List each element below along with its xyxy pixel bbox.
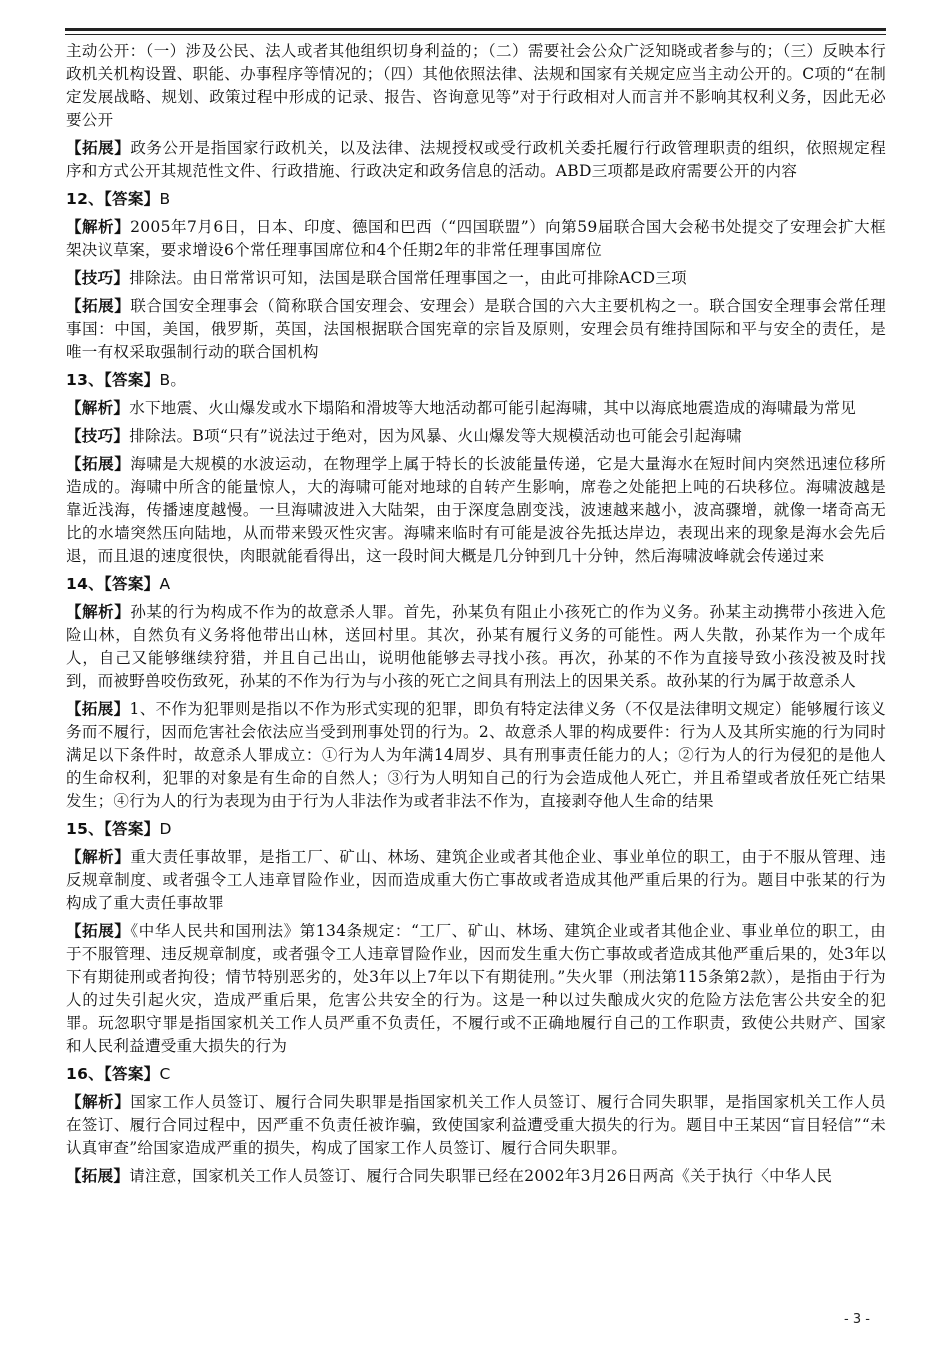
paragraph-text: 重大责任事故罪，是指工厂、矿山、林场、建筑企业或者其他企业、事业单位的职工，由于不服从管理、违反规章制度、或者强令工人违章冒险作业，因而造成重大伤亡事故或者造成其他严重后果的行为。题目中张某的行为构成了重大责任事故罪 (66, 848, 886, 912)
document-body (66, 40, 886, 1192)
section-label: 【答案】 (103, 819, 160, 838)
section-label: 【解析】 (66, 1092, 131, 1111)
q12-analysis (66, 215, 886, 262)
paragraph-text: 孙某的行为构成不作为的故意杀人罪。首先，孙某负有阻止小孩死亡的作为义务。孙某主动携带小孩进入危险山林，自然负有义务将他带出山林，送回村里。其次，孙某有履行义务的可能性。两人失散，孙某作为一个成年人，自己又能够继续狩猎，并且自己出山，说明他能够去寻找小孩。再次，孙某的不作为直接导致小孩没被及时找到，而被野兽咬伤致死，孙某的不作为行为与小孩的死亡之间具有刑法上的因果关系。故孙某的行为属于故意杀人 (66, 603, 886, 690)
q16-extension (66, 1164, 886, 1188)
section-label: 【解析】 (66, 602, 131, 621)
answer-value: A (159, 575, 171, 593)
paragraph-text: 联合国安全理事会（简称联合国安理会、安理会）是联合国的六大主要机构之一。联合国安全理事会常任理事国：中国，美国，俄罗斯，英国，法国根据联合国宪章的宗旨及原则，安理会员有维持国际和平与安全的责任，是唯一有权采取强制行动的联合国机构 (66, 297, 886, 361)
answer-value: B。 (159, 371, 187, 389)
section-label: 【拓展】 (66, 454, 131, 473)
section-label: 【答案】 (103, 189, 160, 208)
question-number: 12、 (66, 190, 104, 208)
q13-extension (66, 452, 886, 568)
q13-answer (66, 368, 886, 392)
section-label: 【拓展】 (66, 138, 131, 157)
question-number: 14、 (66, 575, 104, 593)
q11-extension (66, 136, 886, 183)
answer-value: D (159, 820, 172, 838)
q12-extension (66, 294, 886, 364)
paragraph-text: 海啸是大规模的水波运动，在物理学上属于特长的长波能量传递，它是大量海水在短时间内突然迅速位移所造成的。海啸中所含的能量惊人，大的海啸可能对地球的自转产生影响，席卷之处能把上吨的石块移位。海啸波越是靠近浅海，传播速度越慢。一旦海啸波进入大陆架，由于深度急剧变浅，波速越来越小，波高骤增，就像一堵奇高无比的水墙突然压向陆地，从而带来毁灭性灾害。海啸来临时有可能是波谷先抵达岸边，表现出来的现象是海水会先后退，而且退的速度很快，肉眼就能看得出，这一段时间大概是几分钟到几十分钟，然后海啸波峰就会传递过来 (66, 455, 886, 565)
section-label: 【拓展】 (66, 296, 131, 315)
section-label: 【技巧】 (66, 426, 130, 445)
section-label: 【拓展】 (66, 1166, 130, 1185)
page-number: - 3 - (844, 1312, 870, 1327)
paragraph-text: 2005年7月6日，日本、印度、德国和巴西（“四国联盟”）向第59届联合国大会秘书处提交了安理会扩大框架决议草案，要求增设6个常任理事国席位和4个任期2年的非常任理事国席位 (66, 218, 887, 259)
q15-extension (66, 919, 886, 1058)
question-number: 15、 (66, 820, 104, 838)
paragraph-text: 国家工作人员签订、履行合同失职罪是指国家机关工作人员签订、履行合同失职罪，是指国家机关工作人员在签订、履行合同过程中，因严重不负责任被诈骗，致使国家利益遭受重大损失的行为。题目中王某因“盲目轻信”“未认真审查”给国家造成严重的损失，构成了国家工作人员签订、履行合同失职罪。 (66, 1093, 886, 1157)
paragraph-text: 水下地震、火山爆发或水下塌陷和滑坡等大地活动都可能引起海啸，其中以海底地震造成的海啸最为常见 (129, 399, 857, 417)
q14-extension (66, 697, 886, 813)
q16-analysis (66, 1090, 886, 1160)
q13-tip (66, 424, 886, 448)
section-label: 【解析】 (66, 398, 130, 417)
q15-analysis (66, 845, 886, 915)
section-label: 【解析】 (66, 847, 131, 866)
section-label: 【技巧】 (66, 268, 130, 287)
q11-analysis-continued (66, 40, 886, 132)
section-label: 【拓展】 (66, 699, 130, 718)
q14-analysis (66, 600, 886, 693)
q13-analysis (66, 396, 886, 420)
question-number: 13、 (66, 371, 104, 389)
paragraph-text: 1、不作为犯罪则是指以不作为形式实现的犯罪，即负有特定法律义务（不仅是法律明文规定）能够履行该义务而不履行，因而危害社会依法应当受到刑事处罚的行为。2、故意杀人罪的构成要件：行为人及其所实施的行为同时满足以下条件时，故意杀人罪成立：①行为人为年满14周岁、具有刑事责任能力的人；②行为人的行为侵犯的是他人的生命权利，犯罪的对象是有生命的自然人；③行为人明知自己的行为会造成他人死亡，并且希望或者放任死亡结果发生；④行为人的行为表现为由于行为人非法作为或者非法不作为，直接剥夺他人生命的结果 (66, 700, 887, 810)
q15-answer (66, 817, 886, 841)
q12-answer (66, 187, 886, 211)
header-rule-thick (65, 28, 886, 31)
q14-answer (66, 572, 886, 596)
section-label: 【答案】 (103, 370, 160, 389)
q16-answer (66, 1062, 886, 1086)
question-number: 16、 (66, 1065, 104, 1083)
paragraph-text: 主动公开：（一）涉及公民、法人或者其他组织切身利益的；（二）需要社会公众广泛知晓或者参与的；（三）反映本行政机关机构设置、职能、办事程序等情况的；（四）其他依照法律、法规和国家有关规定应当主动公开的。C项的“在制定发展战略、规划、政策过程中形成的记录、报告、咨询意见等”对于行政相对人而言并不影响其权利义务，因此无必要公开 (66, 42, 886, 129)
section-label: 【解析】 (66, 217, 131, 236)
answer-value: C (159, 1065, 171, 1083)
section-label: 【拓展】 (66, 921, 131, 940)
paragraph-text: 排除法。由日常常识可知，法国是联合国常任理事国之一，由此可排除ACD三项 (129, 269, 687, 287)
section-label: 【答案】 (103, 1064, 160, 1083)
paragraph-text: 请注意，国家机关工作人员签订、履行合同失职罪已经在2002年3月26日两高《关于执行〈中华人民 (129, 1167, 833, 1185)
header-rule-thin (65, 34, 886, 35)
section-label: 【答案】 (103, 574, 160, 593)
paragraph-text: 政务公开是指国家行政机关，以及法律、法规授权或受行政机关委托履行行政管理职责的组织，依照规定程序和方式公开其规范性文件、行政措施、行政决定和政务信息的活动。ABD三项都是政府需要公开的内容 (66, 139, 886, 180)
paragraph-text: 《中华人民共和国刑法》第134条规定：“工厂、矿山、林场、建筑企业或者其他企业、事业单位的职工，由于不服管理、违反规章制度，或者强令工人违章冒险作业，因而发生重大伤亡事故或者造成其他严重后果的，处3年以下有期徒刑或者拘役；情节特别恶劣的，处3年以上7年以下有期徒刑。”失火罪（刑法第115条第2款），是指由于行为人的过失引起火灾，造成严重后果，危害公共安全的行为。这是一种以过失酿成火灾的危险方法危害公共安全的犯罪。玩忽职守罪是指国家机关工作人员严重不负责任，不履行或不正确地履行自己的工作职责，致使公共财产、国家和人民利益遭受重大损失的行为 (66, 922, 886, 1055)
paragraph-text: 排除法。B项“只有”说法过于绝对，因为风暴、火山爆发等大规模活动也可能会引起海啸 (129, 427, 742, 445)
answer-value: B (159, 190, 171, 208)
q12-tip (66, 266, 886, 290)
